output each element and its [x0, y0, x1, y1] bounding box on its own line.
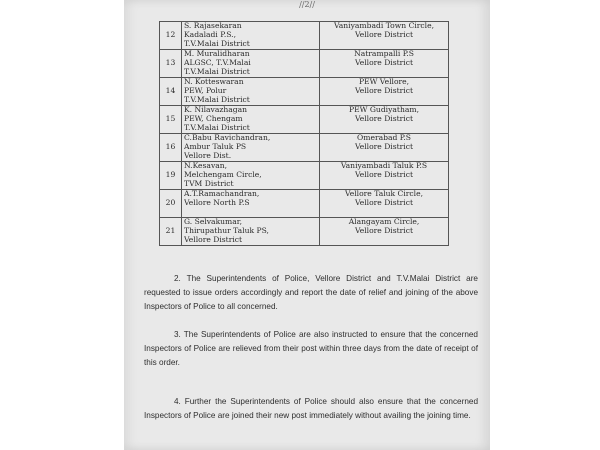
table-row	[160, 50, 449, 78]
officer-line: N. Kotteswaran	[184, 78, 244, 86]
officer-cell	[182, 50, 320, 78]
table-row	[160, 22, 449, 50]
paragraph-3-text: 3. The Superintendents of Police are also instructed to ensure that the concerned Inspectors of Police are relieved from their post within three days from the date of receipt of this order.	[144, 330, 478, 367]
officer-cell	[182, 106, 320, 134]
serial-number-cell: 15	[160, 106, 182, 134]
serial-number-cell: 20	[160, 190, 182, 218]
posting-line: Vellore District	[354, 58, 414, 67]
paragraph-3	[144, 328, 478, 370]
posting-line: Vellore District	[354, 198, 414, 207]
officer-line: Vellore District	[184, 235, 243, 244]
serial-number-cell: 19	[160, 162, 182, 190]
paragraph-4	[144, 395, 478, 423]
posting-line: PEW Gudiyatham,	[348, 106, 420, 114]
posting-cell	[320, 218, 449, 246]
posting-cell	[320, 78, 449, 106]
posting-cell	[320, 22, 449, 50]
posting-line: Natrampalli P.S	[354, 50, 414, 58]
document-page	[124, 0, 490, 450]
serial-number-cell: 21	[160, 218, 182, 246]
posting-line: Vellore District	[354, 114, 414, 123]
posting-line: Vaniyambadi Taluk P.S	[340, 162, 428, 170]
paragraph-2-text: 2. The Superintendents of Police, Vellore District and T.V.Malai District are requested to issue orders accordingly and report the date of relief and joining of the above Inspectors of Police to all concerned.	[144, 274, 478, 311]
table-body	[160, 22, 449, 246]
officer-line: TVM District	[184, 179, 234, 188]
officer-cell	[182, 78, 320, 106]
posting-cell	[320, 190, 449, 218]
serial-number-cell: 12	[160, 22, 182, 50]
officer-cell	[182, 134, 320, 162]
serial-number-cell: 13	[160, 50, 182, 78]
table-row	[160, 162, 449, 190]
posting-line: PEW Vellore,	[358, 78, 410, 86]
officer-line: Vellore North P.S	[184, 198, 250, 207]
paragraph-4-text: 4. Further the Superintendents of Police should also ensure that the concerned Inspectors of Police are joined their new post immediately without availing the joining time.	[144, 397, 478, 420]
officer-line: T.V.Malai District	[184, 123, 250, 132]
officer-cell	[182, 218, 320, 246]
table-row	[160, 106, 449, 134]
officer-line: Kadaladi P.S.,	[184, 30, 236, 39]
officer-line: C.Babu Ravichandran,	[184, 134, 271, 142]
officer-line: Melchengam Circle,	[184, 170, 262, 179]
posting-line: Alangayam Circle,	[348, 218, 420, 226]
officer-line: ALGSC, T.V.Malai	[184, 58, 251, 67]
paragraph-2	[144, 272, 478, 314]
officer-line: T.V.Malai District	[184, 95, 250, 104]
officer-line: M. Muralidharan	[184, 50, 250, 58]
officer-line: PEW, Chengam	[184, 114, 243, 123]
page-number: //2//	[299, 0, 315, 9]
posting-cell	[320, 106, 449, 134]
officer-line: Vellore Dist.	[184, 151, 232, 160]
officer-line: K. Nilavazhagan	[184, 106, 248, 114]
officer-cell	[182, 190, 320, 218]
officer-line: A.T.Ramachandran,	[184, 190, 260, 198]
posting-line: Vaniyambadi Town Circle,	[333, 22, 435, 30]
serial-number-cell: 16	[160, 134, 182, 162]
officer-cell	[182, 22, 320, 50]
officer-line: N.Kesavan,	[184, 162, 228, 170]
posting-line: Vellore District	[354, 86, 414, 95]
transfer-table	[159, 21, 449, 246]
officer-line: G. Selvakumar,	[184, 218, 242, 226]
officer-line: Ambur Taluk PS	[184, 142, 247, 151]
serial-number-cell: 14	[160, 78, 182, 106]
posting-line: Vellore District	[354, 142, 414, 151]
officer-line: PEW, Polur	[184, 86, 227, 95]
officer-line: S. Rajasekaran	[184, 22, 242, 30]
officer-line: Thirupathur Taluk PS,	[184, 226, 269, 235]
table-row	[160, 190, 449, 218]
posting-line: Vellore District	[354, 226, 414, 235]
posting-cell	[320, 50, 449, 78]
posting-cell	[320, 134, 449, 162]
officer-line: T.V.Malai District	[184, 39, 250, 48]
posting-line: Vellore Taluk Circle,	[344, 190, 424, 198]
posting-line: Omerabad P.S	[357, 134, 411, 142]
table-row	[160, 78, 449, 106]
table-row	[160, 218, 449, 246]
posting-cell	[320, 162, 449, 190]
posting-line: Vellore District	[354, 170, 414, 179]
officer-line: T.V.Malai District	[184, 67, 250, 76]
officer-cell	[182, 162, 320, 190]
posting-line: Vellore District	[354, 30, 414, 39]
table-row	[160, 134, 449, 162]
